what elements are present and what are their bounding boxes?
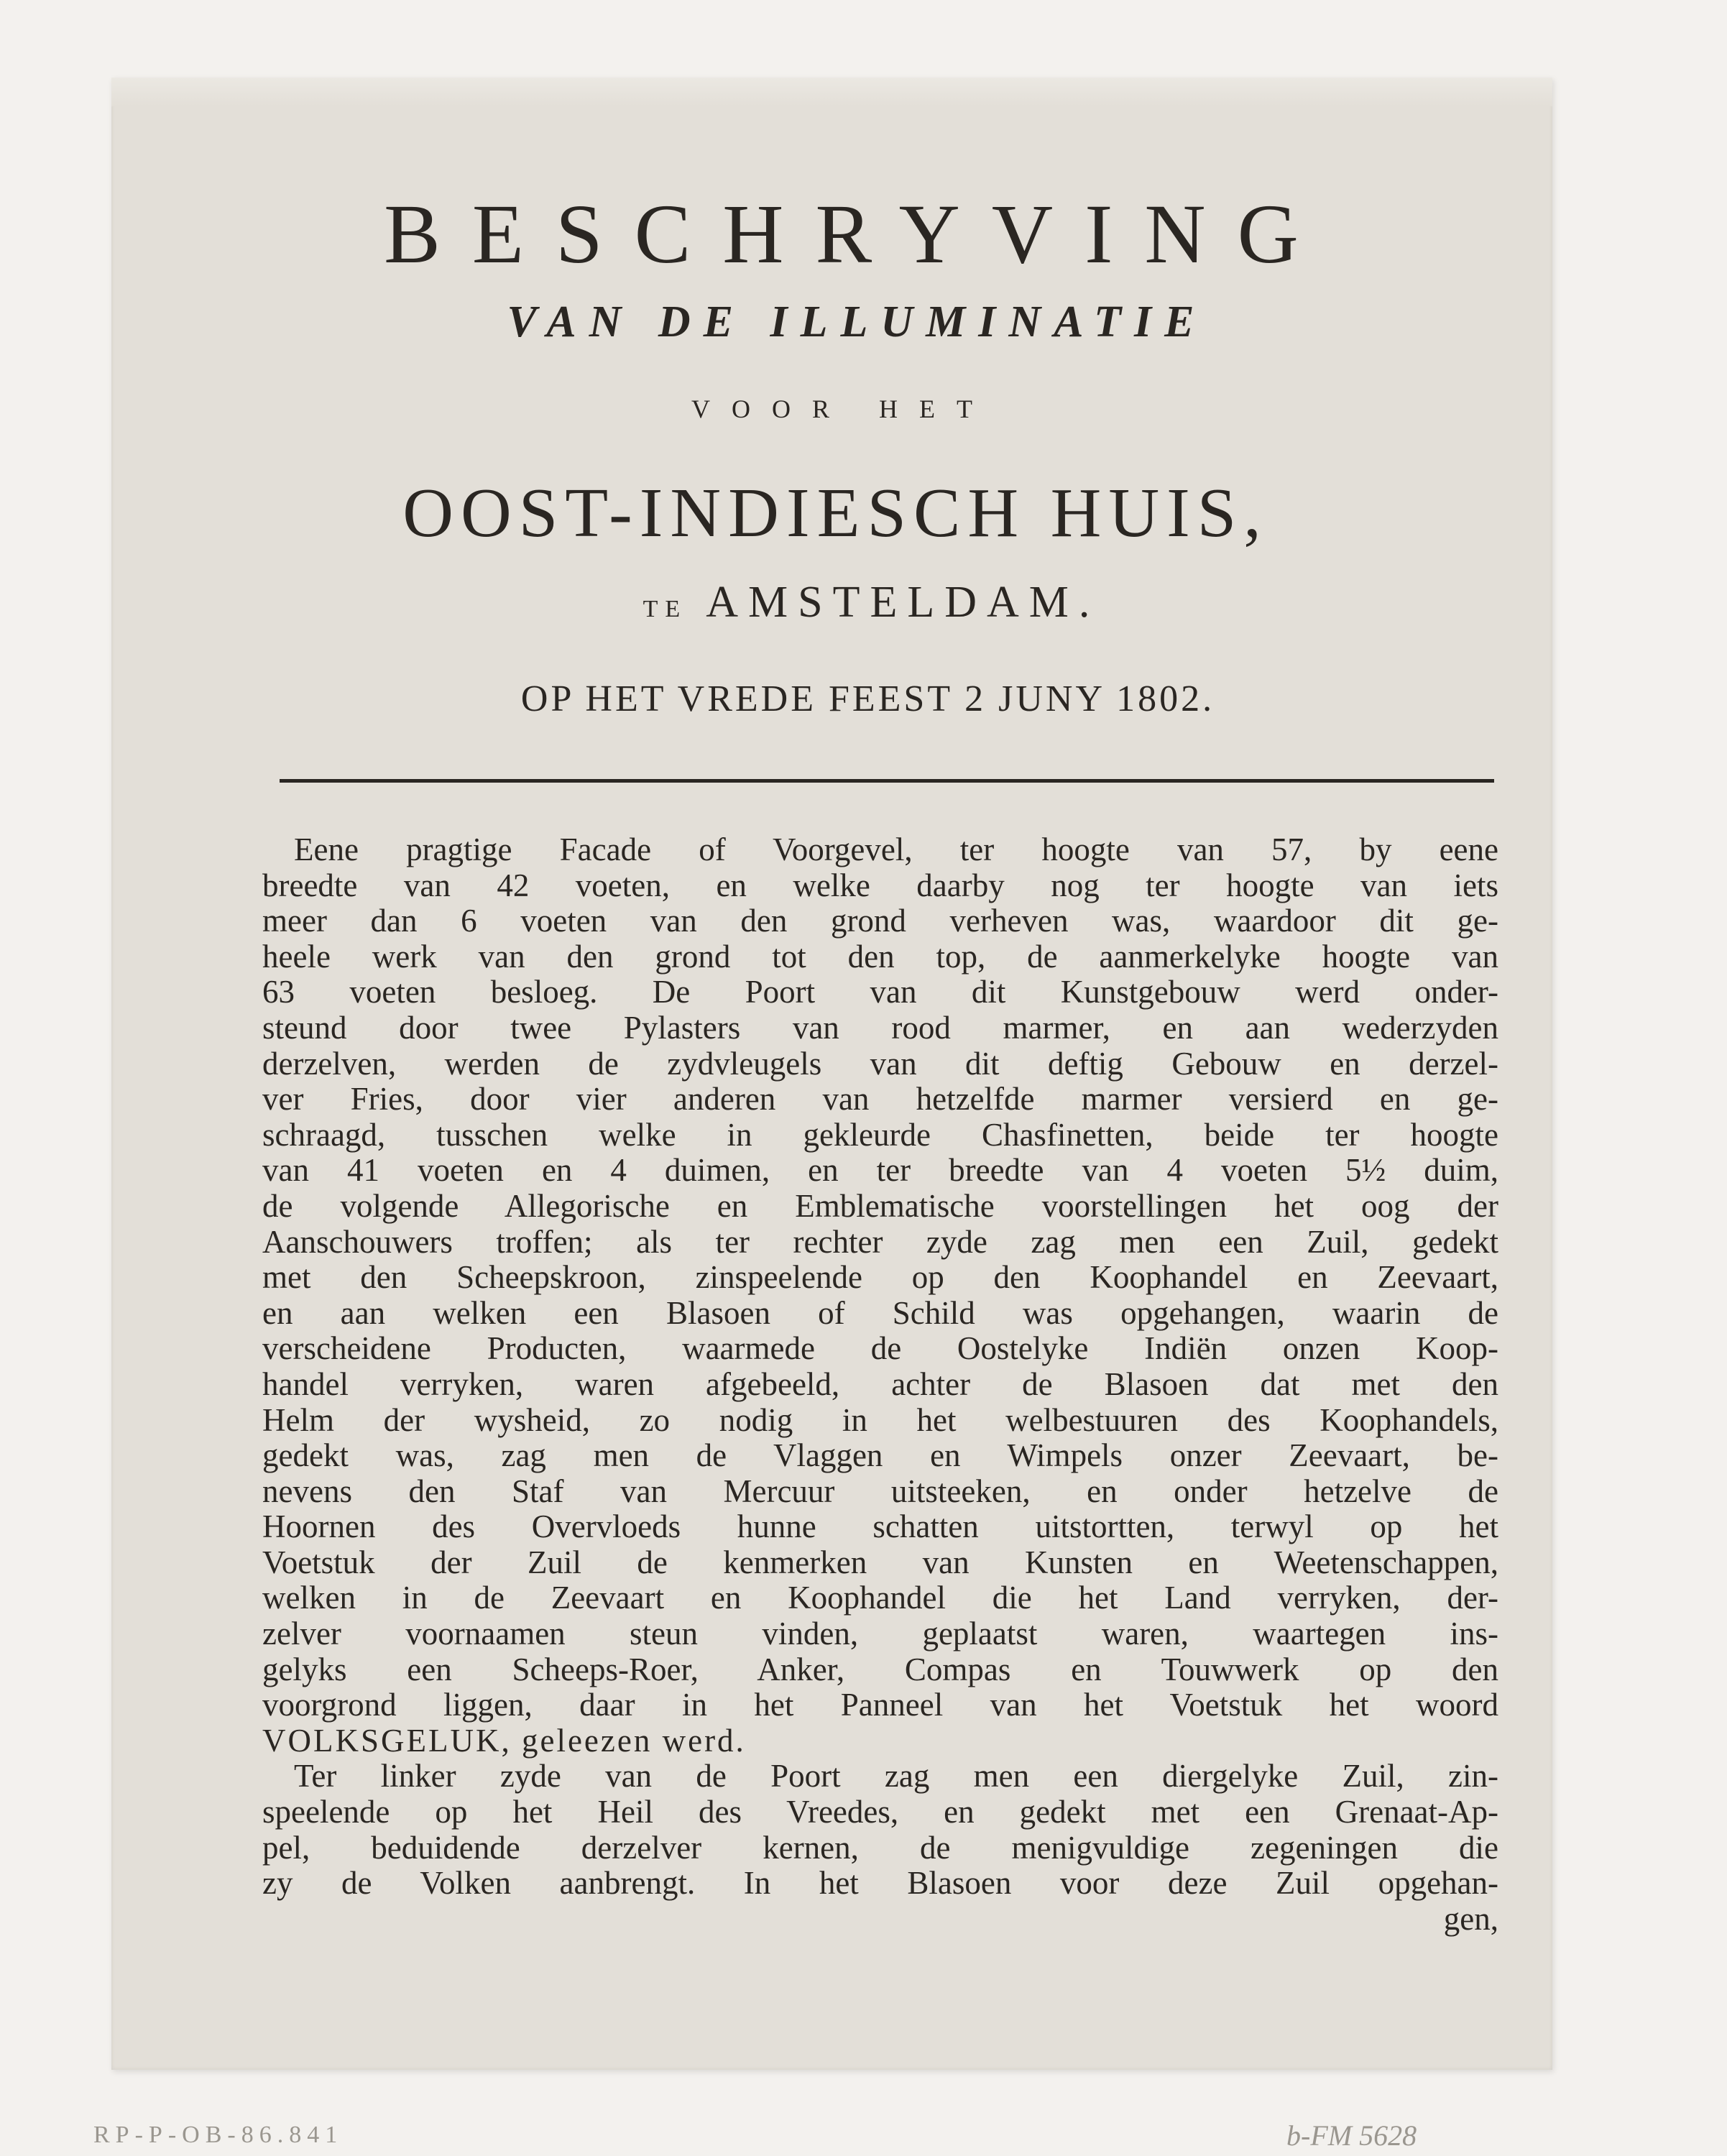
body-line: handel verryken, waren afgebeeld, achter de Blasoen dat met den [262, 1365, 1498, 1402]
body-line: Voetstuk der Zuil de kenmerken van Kunsten en Weetenschappen, [262, 1544, 1498, 1580]
body-line: van 41 voeten en 4 duimen, en ter breedte van 4 voeten 5½ duim, [262, 1152, 1498, 1189]
body-line: voorgrond liggen, daar in het Panneel van het Voetstuk het woord [262, 1687, 1498, 1723]
body-line: Hoornen des Overvloeds hunne schatten uitstortten, terwyl op het [262, 1508, 1498, 1545]
body-line: de volgende Allegorische en Emblematische voorstellingen het oog der [262, 1187, 1498, 1224]
body-line: welken in de Zeevaart en Koophandel die het Land verryken, der- [262, 1580, 1498, 1616]
title-vrede-feest-date: OP HET VREDE FEEST 2 JUNY 1802. [520, 678, 1215, 719]
body-line: derzelven, werden de zydvleugels van dit deftig Gebouw en derzel- [262, 1045, 1498, 1082]
body-line: Aanschouwers troffen; als ter rechter zyde zag men een Zuil, gedekt [262, 1223, 1498, 1260]
title-te: TE [643, 596, 688, 622]
body-line: steund door twee Pylasters van rood marmer, en aan wederzyden [262, 1009, 1498, 1046]
title-voor-het: VOOR HET [691, 395, 994, 423]
title-te-amsteldam [111, 577, 1552, 628]
title-beschryving: BESCHRYVING [384, 187, 1330, 281]
body-line: Ter linker zyde van de Poort zag men een diergelyke Zuil, zin- [294, 1758, 1498, 1795]
body-line: breedte van 42 voeten, en welke daarby nog ter hoogte van iets [262, 867, 1498, 903]
body-line: zelver voornaamen steun vinden, geplaatst waren, waartegen ins- [262, 1616, 1498, 1652]
body-line: VOLKSGELUK, geleezen werd. [262, 1722, 746, 1759]
margin-note-right: b-FM 5628 [1286, 2119, 1417, 2152]
body-line: en aan welken een Blasoen of Schild was opgehangen, waarin de [262, 1294, 1498, 1331]
body-line: pel, beduidende derzelver kernen, de menigvuldige zegeningen die [262, 1829, 1498, 1866]
body-line: gelyks een Scheeps-Roer, Anker, Compas en Touwwerk op den [262, 1651, 1498, 1687]
body-line: gedekt was, zag men de Vlaggen en Wimpels onzer Zeevaart, be- [262, 1437, 1498, 1474]
body-line: 63 voeten besloeg. De Poort van dit Kunstgebouw werd onder- [262, 974, 1498, 1010]
body-line: schraagd, tusschen welke in gekleurde Chasfinetten, beide ter hoogte [262, 1116, 1498, 1153]
body-line: met den Scheepskroon, zinspeelende op den Koophandel en Zeevaart, [262, 1259, 1498, 1296]
title-amsteldam: AMSTELDAM. [706, 578, 1100, 627]
body-line: ver Fries, door vier anderen van hetzelfde marmer versierd en ge- [262, 1081, 1498, 1118]
body-line: zy de Volken aanbrengt. In het Blasoen voor deze Zuil opgehan- [262, 1865, 1498, 1902]
body-line: meer dan 6 voeten van den grond verheven was, waardoor dit ge- [262, 903, 1498, 939]
body-line-catchword: gen, [1443, 1900, 1498, 1937]
printed-sheet [111, 78, 1552, 2070]
body-line: Helm der wysheid, zo nodig in het welbestuuren des Koophandels, [262, 1401, 1498, 1438]
margin-note-left: RP-P-OB-86.841 [93, 2122, 344, 2148]
body-line: heele werk van den grond tot den top, de aanmerkelyke hoogte van [262, 938, 1498, 975]
body-line: nevens den Staf van Mercuur uitsteeken, en onder hetzelve de [262, 1473, 1498, 1509]
body-line: verscheidene Producten, waarmede de Oostelyke Indiën onzen Koop- [262, 1330, 1498, 1367]
title-divider-rule [280, 779, 1494, 783]
title-oost-indiesch-huis: OOST-INDIESCH HUIS, [402, 474, 1268, 552]
body-line: Eene pragtige Facade of Voorgevel, ter hoogte van 57, by eene [294, 831, 1498, 867]
body-line: speelende op het Heil des Vreedes, en gedekt met een Grenaat-Ap- [262, 1794, 1498, 1830]
title-van-de-illuminatie: VAN DE ILLUMINATIE [507, 298, 1207, 346]
body-text [262, 832, 1498, 1937]
